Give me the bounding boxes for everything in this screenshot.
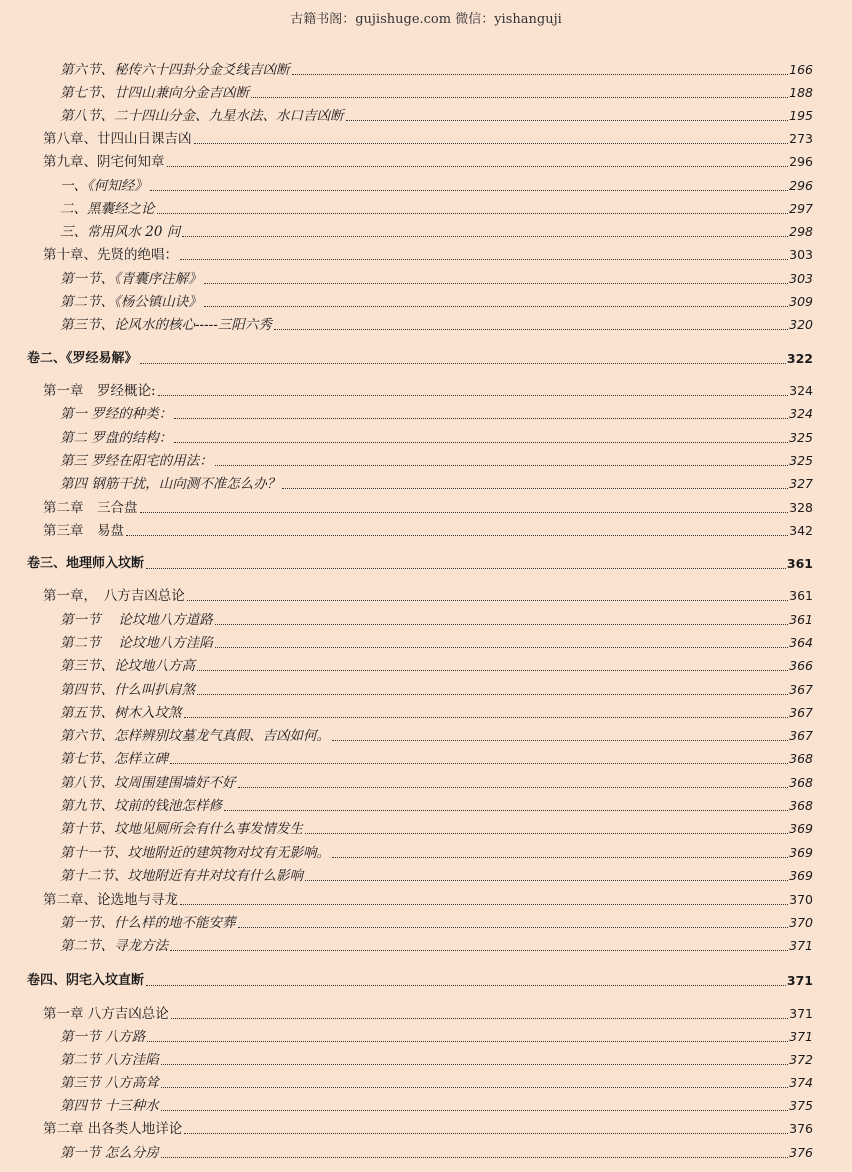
toc-entry-title: 第一章， 八方吉凶总论 — [43, 588, 185, 604]
dot-leader — [161, 1064, 788, 1065]
toc-page-number: 369 — [789, 821, 813, 836]
dot-leader — [161, 1157, 788, 1158]
toc-page-number: 296 — [789, 178, 813, 193]
toc-page-number: 303 — [789, 271, 813, 286]
toc-entry-title: 第二节、寻龙方法 — [60, 938, 168, 954]
toc-section-entry[interactable] — [60, 819, 813, 839]
dot-leader — [167, 166, 789, 167]
toc-entry-title: 第一节、什么样的地不能安葬 — [60, 915, 236, 931]
dot-leader — [140, 512, 789, 513]
toc-entry-title: 第四 钢筋干扰，山向测不准怎么办？ — [60, 476, 281, 492]
toc-page-number: 367 — [789, 682, 813, 697]
toc-page-number: 369 — [789, 868, 813, 883]
toc-entry-title: 第一节 论坟地八方道路 — [60, 612, 213, 628]
toc-entry-title: 第二章、论选地与寻龙 — [43, 892, 178, 908]
dot-leader — [180, 904, 788, 905]
toc-section-entry[interactable] — [60, 404, 813, 424]
toc-page-number: 371 — [789, 938, 813, 953]
toc-section-entry[interactable] — [60, 269, 813, 289]
toc-entry-title: 第五节、树木入坟煞 — [60, 705, 182, 721]
toc-page-number: 367 — [789, 705, 813, 720]
toc-section-entry[interactable] — [60, 610, 813, 630]
toc-page-number: 368 — [789, 751, 813, 766]
toc-entry-title: 第一节 八方路 — [60, 1029, 146, 1045]
toc-page-number: 195 — [789, 108, 813, 123]
toc-section-entry[interactable] — [60, 222, 813, 242]
toc-page-number: 273 — [789, 131, 813, 146]
dot-leader — [126, 535, 788, 536]
toc-section-entry[interactable] — [60, 749, 813, 769]
dot-leader — [187, 600, 788, 601]
toc-section-entry[interactable] — [60, 633, 813, 653]
toc-section-entry[interactable] — [60, 474, 813, 494]
toc-page-number: 370 — [789, 915, 813, 930]
toc-section-entry[interactable] — [60, 773, 813, 793]
toc-volume-entry[interactable] — [27, 349, 813, 369]
toc-entry-title: 卷三、地理师入坟断 — [27, 556, 145, 571]
toc-entry-title: 第六节、秘传六十四卦分金爻线吉凶断 — [60, 62, 290, 78]
toc-entry-title: 第十章、先贤的绝唱： — [43, 247, 178, 263]
toc-entry-title: 第七节、廿四山兼向分金吉凶断 — [60, 85, 249, 101]
dot-leader — [150, 190, 788, 191]
dot-leader — [251, 97, 788, 98]
toc-entry-title: 第三节、论坟地八方高 — [60, 658, 195, 674]
dot-leader — [146, 568, 786, 569]
dot-leader — [332, 857, 788, 858]
toc-section-entry[interactable] — [60, 106, 813, 126]
toc-entry-title: 第一节、《青囊序注解》 — [60, 271, 202, 287]
dot-leader — [215, 465, 788, 466]
toc-entry-title: 第二章 出各类人地详论 — [43, 1121, 183, 1137]
toc-section-entry[interactable] — [60, 913, 813, 933]
toc-entry-title: 第四节 十三种水 — [60, 1098, 159, 1114]
dot-leader — [170, 950, 788, 951]
toc-volume-entry[interactable] — [27, 554, 813, 574]
toc-page-number: 361 — [789, 612, 813, 627]
toc-chapter-entry[interactable] — [43, 152, 813, 172]
toc-section-entry[interactable] — [60, 1050, 813, 1070]
toc-entry-title: 第二章 三合盘 — [43, 500, 138, 516]
dot-leader — [182, 236, 788, 237]
dot-leader — [274, 329, 788, 330]
toc-page-number: 166 — [789, 62, 813, 77]
toc-page-number: 361 — [786, 556, 813, 571]
toc-section-entry[interactable] — [60, 726, 813, 746]
toc-page-number: 328 — [789, 500, 813, 515]
toc-entry-title: 第十节、坟地见厕所会有什么事发情发生 — [60, 821, 303, 837]
toc-entry-title: 第二节 论坟地八方洼陷 — [60, 635, 213, 651]
toc-section-entry[interactable] — [60, 199, 813, 219]
dot-leader — [158, 395, 789, 396]
toc-entry-title: 卷四、阴宅入坟直断 — [27, 973, 145, 988]
toc-section-entry[interactable] — [60, 680, 813, 700]
toc-entry-title: 一、《何知经》 — [60, 178, 148, 194]
dot-leader — [194, 143, 789, 144]
toc-section-entry[interactable] — [60, 176, 813, 196]
dot-leader — [346, 120, 789, 121]
dot-leader — [238, 927, 789, 928]
dot-leader — [197, 694, 788, 695]
dot-leader — [305, 880, 788, 881]
dot-leader — [174, 442, 788, 443]
toc-entry-title: 第一章 八方吉凶总论 — [43, 1006, 169, 1022]
dot-leader — [197, 670, 788, 671]
dot-leader — [292, 74, 789, 75]
dot-leader — [174, 418, 788, 419]
dot-leader — [282, 488, 788, 489]
toc-section-entry[interactable] — [60, 451, 813, 471]
toc-page-number: 375 — [789, 1098, 813, 1113]
toc-page-number: 371 — [789, 1029, 813, 1044]
toc-page-number: 374 — [789, 1075, 813, 1090]
toc-page-number: 369 — [789, 845, 813, 860]
dot-leader — [215, 624, 788, 625]
toc-volume-entry[interactable] — [27, 971, 813, 991]
toc-entry-title: 第九节、坟前的钱池怎样修 — [60, 798, 222, 814]
toc-section-entry[interactable] — [60, 843, 813, 863]
toc-page-number: 298 — [789, 224, 813, 239]
dot-leader — [170, 763, 788, 764]
toc-page-number: 325 — [789, 430, 813, 445]
toc-entry-title: 第七节、怎样立碑 — [60, 751, 168, 767]
toc-section-entry[interactable] — [60, 292, 813, 312]
dot-leader — [180, 259, 788, 260]
toc-section-entry[interactable] — [60, 1027, 813, 1047]
toc-page-number: 370 — [789, 892, 813, 907]
toc-chapter-entry[interactable] — [43, 498, 813, 518]
toc-chapter-entry[interactable] — [43, 129, 813, 149]
toc-page-number: 342 — [789, 523, 813, 538]
toc-page-number: 296 — [789, 154, 813, 169]
toc-section-entry[interactable] — [60, 1143, 813, 1163]
toc-section-entry[interactable] — [60, 936, 813, 956]
dot-leader — [171, 1018, 788, 1019]
toc-entry-title: 第二 罗盘的结构： — [60, 430, 173, 446]
toc-page-number: 376 — [789, 1121, 813, 1136]
toc-page-number: 364 — [789, 635, 813, 650]
toc-entry-title: 第十二节、坟地附近有井对坟有什么影响 — [60, 868, 303, 884]
toc-entry-title: 第二节、《杨公镇山诀》 — [60, 294, 202, 310]
toc-page-number: 368 — [789, 798, 813, 813]
toc-page-number: 368 — [789, 775, 813, 790]
toc-entry-title: 第四节、什么叫扒肩煞 — [60, 682, 195, 698]
toc-page-number: 322 — [786, 351, 813, 366]
toc-page-number: 372 — [789, 1052, 813, 1067]
toc-section-entry[interactable] — [60, 315, 813, 335]
toc-page-number: 320 — [789, 317, 813, 332]
toc-entry-title: 第十一节、坟地附近的建筑物对坟有无影响。 — [60, 845, 330, 861]
toc-chapter-entry[interactable] — [43, 381, 813, 401]
dot-leader — [305, 833, 788, 834]
toc-section-entry[interactable] — [60, 83, 813, 103]
toc-entry-title: 第八节、二十四山分金、九星水法、水口吉凶断 — [60, 108, 344, 124]
dot-leader — [184, 717, 789, 718]
toc-entry-title: 第三节 八方高耸 — [60, 1075, 159, 1091]
dot-leader — [184, 1133, 788, 1134]
dot-leader — [204, 306, 788, 307]
toc-page-number: 327 — [789, 476, 813, 491]
toc-chapter-entry[interactable] — [43, 1004, 813, 1024]
dot-leader — [161, 1087, 788, 1088]
toc-entry-title: 第六节、怎样辨别坟墓龙气真假、吉凶如何。 — [60, 728, 330, 744]
toc-page-number: 376 — [789, 1145, 813, 1160]
toc-page-number: 324 — [789, 383, 813, 398]
toc-entry-title: 第三章 易盘 — [43, 523, 124, 539]
toc-entry-title: 二、黑囊经之论 — [60, 201, 155, 217]
toc-page-number: 309 — [789, 294, 813, 309]
toc-entry-title: 第三 罗经在阳宅的用法： — [60, 453, 213, 469]
toc-section-entry[interactable] — [60, 1096, 813, 1116]
toc-entry-title: 第八章、廿四山日课吉凶 — [43, 131, 192, 147]
toc-chapter-entry[interactable] — [43, 586, 813, 606]
toc-entry-title: 第一章 罗经概论: — [43, 383, 156, 399]
dot-leader — [140, 363, 786, 364]
toc-page-number: 371 — [789, 1006, 813, 1021]
toc-chapter-entry[interactable] — [43, 245, 813, 265]
toc-page-number: 366 — [789, 658, 813, 673]
toc-entry-title: 第九章、阴宅何知章 — [43, 154, 165, 170]
toc-page-number: 361 — [789, 588, 813, 603]
toc-section-entry[interactable] — [60, 866, 813, 886]
dot-leader — [238, 787, 789, 788]
toc-chapter-entry[interactable] — [43, 890, 813, 910]
toc-chapter-entry[interactable] — [43, 1119, 813, 1139]
toc-page-number: 367 — [789, 728, 813, 743]
dot-leader — [332, 740, 788, 741]
toc-section-entry[interactable] — [60, 428, 813, 448]
dot-leader — [215, 647, 788, 648]
dot-leader — [147, 1041, 788, 1042]
toc-page-number: 371 — [786, 973, 813, 988]
toc-section-entry[interactable] — [60, 1073, 813, 1093]
toc-entry-title: 三、常用风水 20 问 — [60, 224, 181, 240]
dot-leader — [146, 985, 786, 986]
toc-entry-title: 第二节 八方洼陷 — [60, 1052, 159, 1068]
toc-page-number: 325 — [789, 453, 813, 468]
toc-section-entry[interactable] — [60, 656, 813, 676]
toc-page-number: 297 — [789, 201, 813, 216]
toc-entry-title: 第一节 怎么分房 — [60, 1145, 159, 1161]
toc-entry-title: 第八节、坟周围建围墙好不好 — [60, 775, 236, 791]
dot-leader — [157, 213, 789, 214]
dot-leader — [224, 810, 788, 811]
toc-chapter-entry[interactable] — [43, 521, 813, 541]
toc-page-number: 188 — [789, 85, 813, 100]
toc-section-entry[interactable] — [60, 703, 813, 723]
toc-section-entry[interactable] — [60, 60, 813, 80]
toc-page-number: 324 — [789, 406, 813, 421]
page-header: 古籍书阁：gujishuge.com 微信：yishanguji — [290, 12, 562, 27]
toc-entry-title: 第一 罗经的种类： — [60, 406, 173, 422]
toc-entry-title: 卷二、《罗经易解》 — [27, 351, 138, 366]
toc-section-entry[interactable] — [60, 796, 813, 816]
toc-entry-title: 第三节、论风水的核心-----三阳六秀 — [60, 317, 272, 333]
dot-leader — [204, 283, 788, 284]
dot-leader — [161, 1110, 788, 1111]
toc-page-number: 303 — [789, 247, 813, 262]
